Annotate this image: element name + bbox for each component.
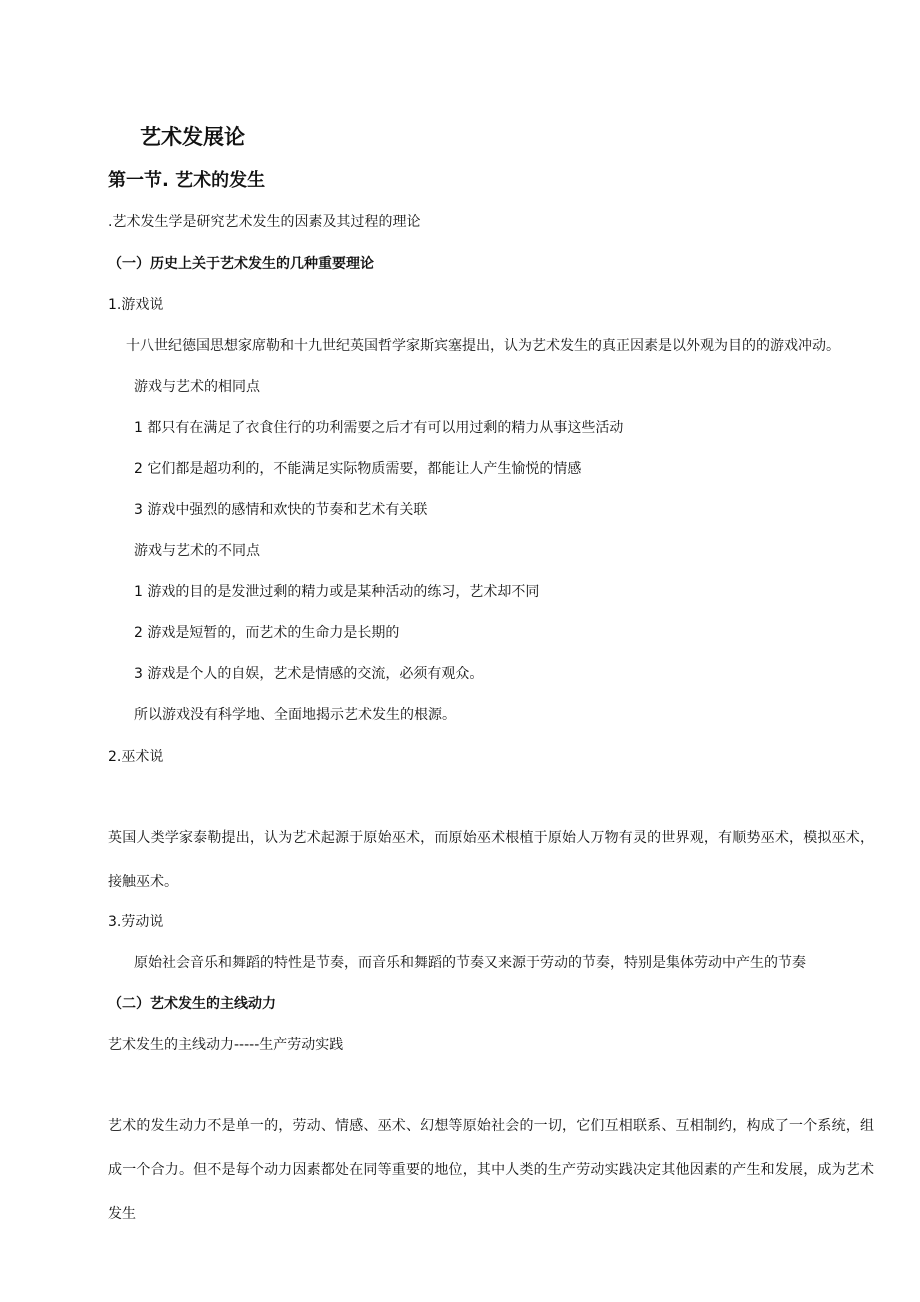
intro-text: .艺术发生学是研究艺术发生的因素及其过程的理论 [108,214,421,230]
magic-theory-desc: 英国人类学家泰勒提出，认为艺术起源于原始巫术，而原始巫术根植于原始人万物有灵的世界观，有顺势巫术，模拟巫术，接触巫术。 [108,830,874,890]
labor-theory-desc: 原始社会音乐和舞蹈的特性是节奏，而音乐和舞蹈的节奏又来源于劳动的节奏，特别是集体劳动中产生的节奏 [134,955,806,971]
play-conclusion: 所以游戏没有科学地、全面地揭示艺术发生的根源。 [134,707,456,723]
play-theory-desc: 十八世纪德国思想家席勒和十九世纪英国哲学家斯宾塞提出，认为艺术发生的真正因素是以外观为目的的游戏冲动。 [126,338,840,354]
part1-heading: （一）历史上关于艺术发生的几种重要理论 [108,256,374,272]
differences-heading: 游戏与艺术的不同点 [134,543,260,559]
part2-heading: （二）艺术发生的主线动力 [108,996,276,1012]
part2-paragraph: 艺术的发生动力不是单一的，劳动、情感、巫术、幻想等原始社会的一切，它们互相联系、互相制约，构成了一个系统，组成一个合力。但不是每个动力因素都处在同等重要的地位，其中人类的生产劳动实践决定其他因素的产生和发展，成为艺术发生 [108,1118,874,1222]
part2-line: 艺术发生的主线动力-----生产劳动实践 [108,1037,344,1053]
difference-item: 2 游戏是短暂的，而艺术的生命力是长期的 [134,625,400,641]
magic-theory-heading: 2.巫术说 [108,749,164,765]
similarity-item: 2 它们都是超功利的，不能满足实际物质需要，都能让人产生愉悦的情感 [134,461,582,477]
play-theory-heading: 1.游戏说 [108,297,164,313]
similarity-item: 3 游戏中强烈的感情和欢快的节奏和艺术有关联 [134,502,428,518]
labor-theory-heading: 3.劳动说 [108,914,164,930]
section-heading: 第一节. 艺术的发生 [108,170,266,191]
difference-item: 1 游戏的目的是发泄过剩的精力或是某种活动的练习，艺术却不同 [134,584,540,600]
doc-title: 艺术发展论 [140,125,245,149]
similarity-item: 1 都只有在满足了衣食住行的功利需要之后才有可以用过剩的精力从事这些活动 [134,420,624,436]
similarities-heading: 游戏与艺术的相同点 [134,379,260,395]
difference-item: 3 游戏是个人的自娱，艺术是情感的交流，必须有观众。 [134,666,484,682]
